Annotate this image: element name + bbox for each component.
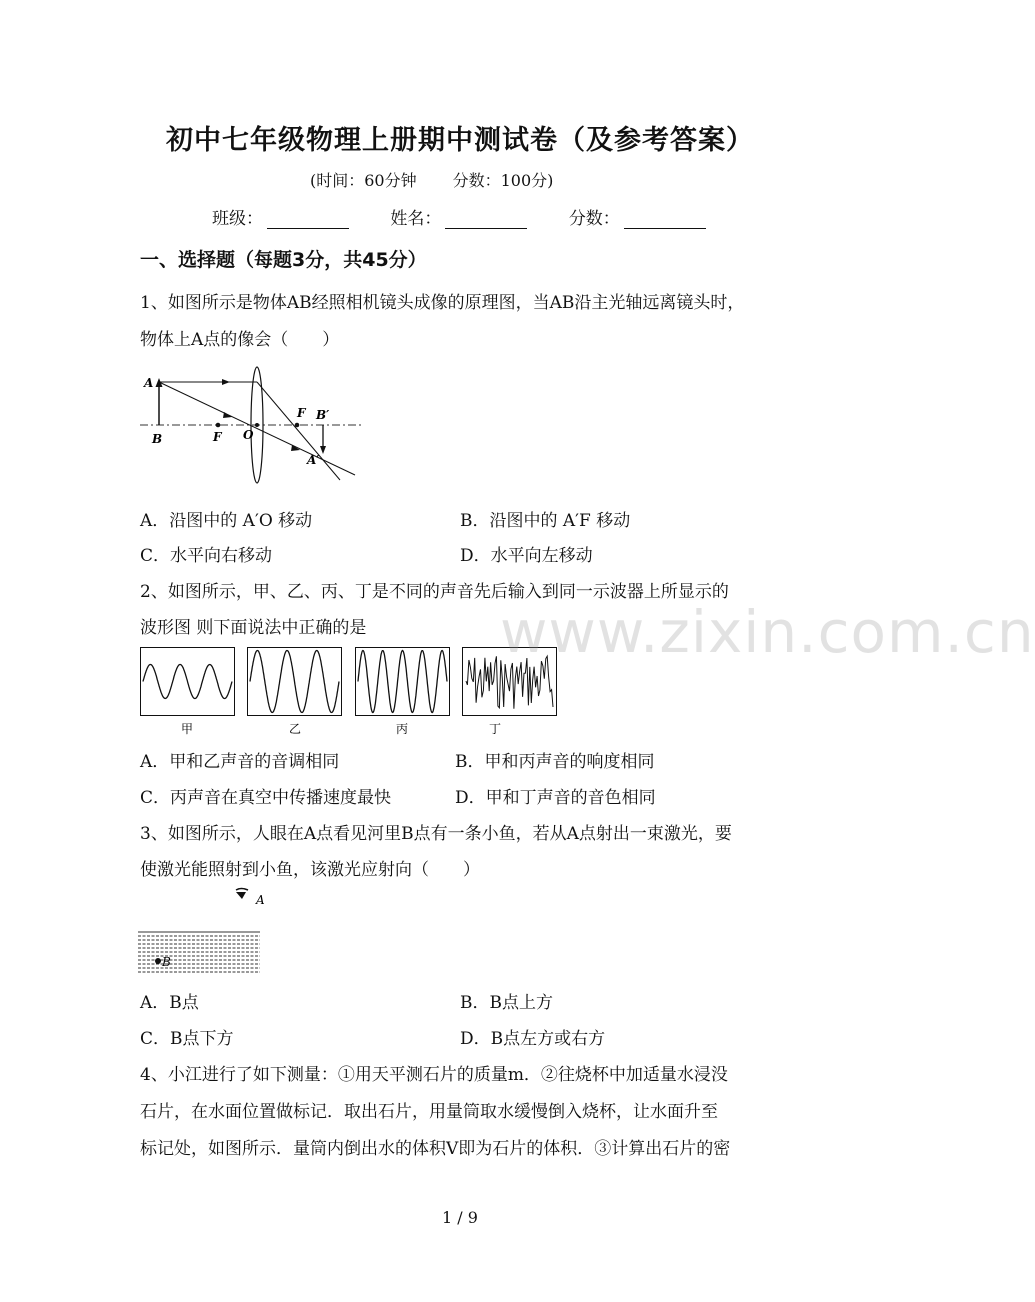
scope-frame-3 — [356, 648, 450, 716]
label-F1: F — [213, 430, 222, 444]
refracted-ray — [257, 382, 340, 480]
q1-option-a: A．沿图中的 A′O 移动 — [140, 511, 313, 531]
q4-text-line1: 4、小江进行了如下测量：①用天平测石片的质量m．②往烧杯中加适量水浸没 — [140, 1065, 728, 1085]
central-ray — [159, 382, 355, 475]
q4-text-line2: 石片，在水面位置做标记．取出石片，用量筒取水缓慢倒入烧杯，让水面升至 — [140, 1102, 718, 1122]
q2-option-d: D．甲和丁声音的音色相同 — [455, 788, 656, 808]
waveform-bing — [358, 651, 447, 713]
eye-brow — [236, 889, 248, 891]
q2-waveforms — [140, 645, 560, 740]
wave-label-bing: 丙 — [395, 722, 409, 736]
q3-river-diagram — [136, 884, 266, 976]
eye-icon — [236, 892, 246, 899]
label-point-B: B — [162, 955, 171, 969]
student-info — [212, 204, 742, 229]
wave-label-jia: 甲 — [180, 722, 194, 736]
q1-option-b: B．沿图中的 A′F 移动 — [460, 511, 631, 531]
q2-option-b: B．甲和丙声音的响度相同 — [455, 752, 655, 772]
wave-label-yi: 乙 — [288, 722, 302, 736]
q1-lens-diagram — [140, 360, 365, 485]
central-ray-arrow — [223, 412, 232, 418]
q2-option-a: A．甲和乙声音的音调相同 — [140, 752, 340, 772]
label-point-A: A — [256, 893, 265, 907]
class-label: 班级： — [212, 209, 263, 229]
q1-text-line1: 1、如图所示是物体AB经照相机镜头成像的原理图，当AB沿主光轴远离镜头时， — [140, 293, 745, 313]
score-label: 分数： — [568, 209, 620, 229]
q3-text-line2: 使激光能照射到小鱼，该激光应射向（ ） — [140, 860, 480, 880]
label-A: A — [144, 376, 154, 390]
class-blank — [267, 210, 349, 229]
q3-option-d: D．B点左方或右方 — [460, 1029, 606, 1049]
optical-center — [255, 423, 259, 427]
q1-option-d: D．水平向左移动 — [460, 546, 593, 566]
page-number: 1 / 9 — [442, 1208, 478, 1227]
score-info: 分数：100分) — [452, 171, 554, 190]
q2-option-c: C．丙声音在真空中传播速度最快 — [140, 788, 392, 808]
q1-text-line2: 物体上A点的像会（ ） — [140, 330, 340, 350]
q4-text-line3: 标记处，如图所示．量筒内倒出水的体积V即为石片的体积．③计算出石片的密 — [140, 1139, 731, 1159]
q1-option-c: C．水平向右移动 — [140, 546, 273, 566]
q3-option-c: C．B点下方 — [140, 1029, 234, 1049]
page-title: 初中七年级物理上册期中测试卷（及参考答案） — [166, 125, 754, 156]
q2-text-line2: 波形图 则下面说法中正确的是 — [140, 618, 367, 638]
waveform-jia — [143, 665, 232, 699]
q3-option-b: B．B点上方 — [460, 993, 553, 1013]
label-O: O — [243, 428, 254, 442]
fish-point — [155, 958, 161, 964]
section-heading: 一、选择题（每题3分，共45分） — [140, 249, 427, 271]
ray-arrow — [222, 379, 230, 385]
water-surface — [138, 932, 260, 972]
focus-point-right — [295, 423, 300, 428]
focus-point-left — [216, 423, 221, 428]
watermark: www.zixin.com.cn — [500, 598, 1035, 666]
score-blank — [624, 210, 706, 229]
name-label: 姓名： — [390, 209, 442, 229]
image-arrowhead — [320, 446, 326, 454]
name-field — [390, 204, 527, 229]
wave-label-ding: 丁 — [488, 722, 502, 736]
q3-text-line1: 3、如图所示，人眼在A点看见河里B点有一条小鱼，若从A点射出一束激光，要 — [140, 824, 732, 844]
name-blank — [445, 210, 527, 229]
label-B-prime: B′ — [316, 408, 330, 422]
label-A-prime: A′ — [307, 453, 320, 467]
q2-text-line1: 2、如图所示，甲、乙、丙、丁是不同的声音先后输入到同一示波器上所显示的 — [140, 582, 729, 602]
exam-meta — [310, 168, 589, 191]
q3-option-a: A．B点 — [140, 993, 199, 1013]
score-field — [569, 204, 706, 229]
class-field — [212, 204, 349, 229]
label-B: B — [152, 432, 163, 446]
label-F2: F — [297, 406, 306, 420]
waveform-yi — [250, 651, 339, 713]
time-info: (时间：60分钟 — [310, 171, 417, 190]
